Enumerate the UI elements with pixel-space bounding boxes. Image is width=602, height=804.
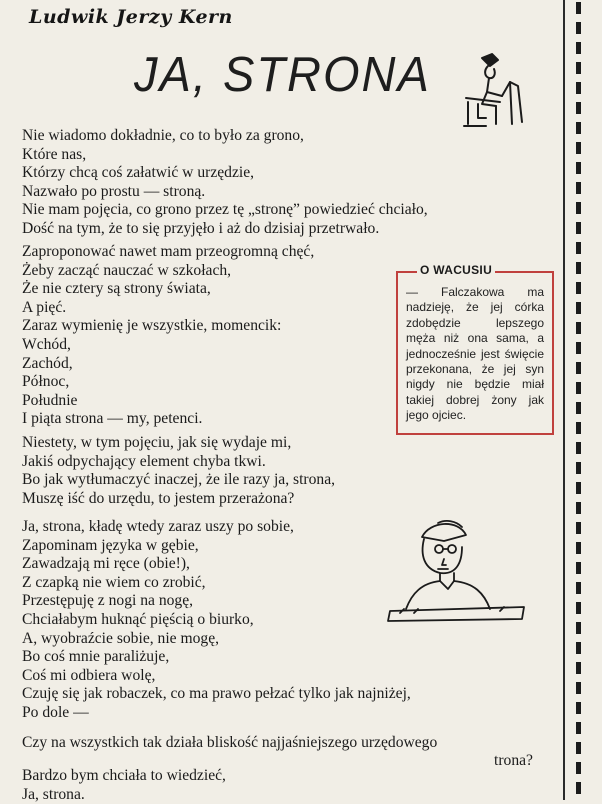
poem-line: Bardzo bym chciała to wiedzieć, [22,767,226,784]
sidebar-box-text: — Falczakowa ma nadzieję, że jej córka zdobędzie lepszego męża niż ona sama, a jednocześnie jest święcie przekonana, że jej syn nigdy nie będzie miał takiej dobrej żony jak jego ojciec. [406,285,544,423]
poem-line: Bo coś mnie paraliżuje, [22,648,170,666]
sidebar-anecdote-box [396,263,554,435]
poem-line: Północ, [22,373,70,391]
poem-line: Bo jak wytłumaczyć inaczej, że ile razy ja, strona, [22,471,336,489]
poem-stanza-4 [22,518,411,723]
poem-stanza-5 [22,734,437,753]
poem-line: Z czapką nie wiem co zrobić, [22,573,206,591]
poem-line: Że nie cztery są strony świata, [22,280,211,298]
column-dash-border [573,0,585,800]
poem-line: Które nas, [22,145,87,163]
poem-stanza-6 [22,767,226,804]
article-title: JA, STRONA [134,45,431,102]
poem-line: Coś mi odbiera wolę, [22,666,156,684]
poem-line: Zachód, [22,354,73,372]
poem-line: Czuję się jak robaczek, co ma prawo pełzać tylko jak najniżej, [22,685,411,703]
column-rule [563,0,565,800]
poem-line: Zawadzają mi ręce (obie!), [22,555,190,573]
clerk-at-desk-illustration [462,52,526,132]
poem-line: Niestety, w tym pojęciu, jak się wydaje mi, [22,434,292,451]
poem-line: Po dole — [22,703,89,721]
poem-line: Wchód, [22,335,71,353]
poem-line: I piąta strona — my, petenci. [22,410,203,428]
poem-line: Chciałabym huknąć pięścią o biurko, [22,610,254,628]
poem-line: Dość na tym, że to się przyjęło i aż do dzisiaj przetrwało. [22,219,380,237]
poem-line-continuation: trona? [494,752,533,769]
poem-line: Muszę iść do urzędu, to jestem przerażona? [22,489,295,507]
poem-line: Czy na wszystkich tak działa bliskość najjaśniejszego urzędowego [22,734,438,751]
poem-line: Nie mam pojęcia, co grono przez tę „stronę” powiedzieć chciało, [22,201,428,219]
poem-line: Ja, strona. [22,785,85,803]
poem-stanza-1 [22,127,428,239]
sidebar-box-title: O WACUSIU [417,263,495,277]
poem-line: Zapominam języka w gębie, [22,536,199,554]
poem-line: Nie wiadomo dokładnie, co to było za grono, [22,127,304,144]
poem-stanza-3 [22,434,335,508]
poem-line: A pięć. [22,298,67,316]
poem-line: Ja, strona, kładę wtedy zaraz uszy po sobie, [22,518,294,535]
poem-line: Zaproponować nawet mam przeogromną chęć, [22,243,315,260]
poem-line: Południe [22,391,78,409]
poem-line: A, wyobraźcie sobie, nie mogę, [22,629,220,647]
poem-line: Żeby zacząć nauczać w szkołach, [22,261,232,279]
poem-line: Zaraz wymienię je wszystkie, momencik: [22,317,282,335]
author-name: Ludwik Jerzy Kern [29,6,233,28]
poem-line: Którzy chcą coś załatwić w urzędzie, [22,164,255,182]
poem-stanza-2 [22,243,314,429]
poem-line: Nazwało po prostu — stroną. [22,182,206,200]
poem-line: Przestępuję z nogi na nogę, [22,592,194,610]
poem-line: Jakiś odpychający element chyba tkwi. [22,452,266,470]
